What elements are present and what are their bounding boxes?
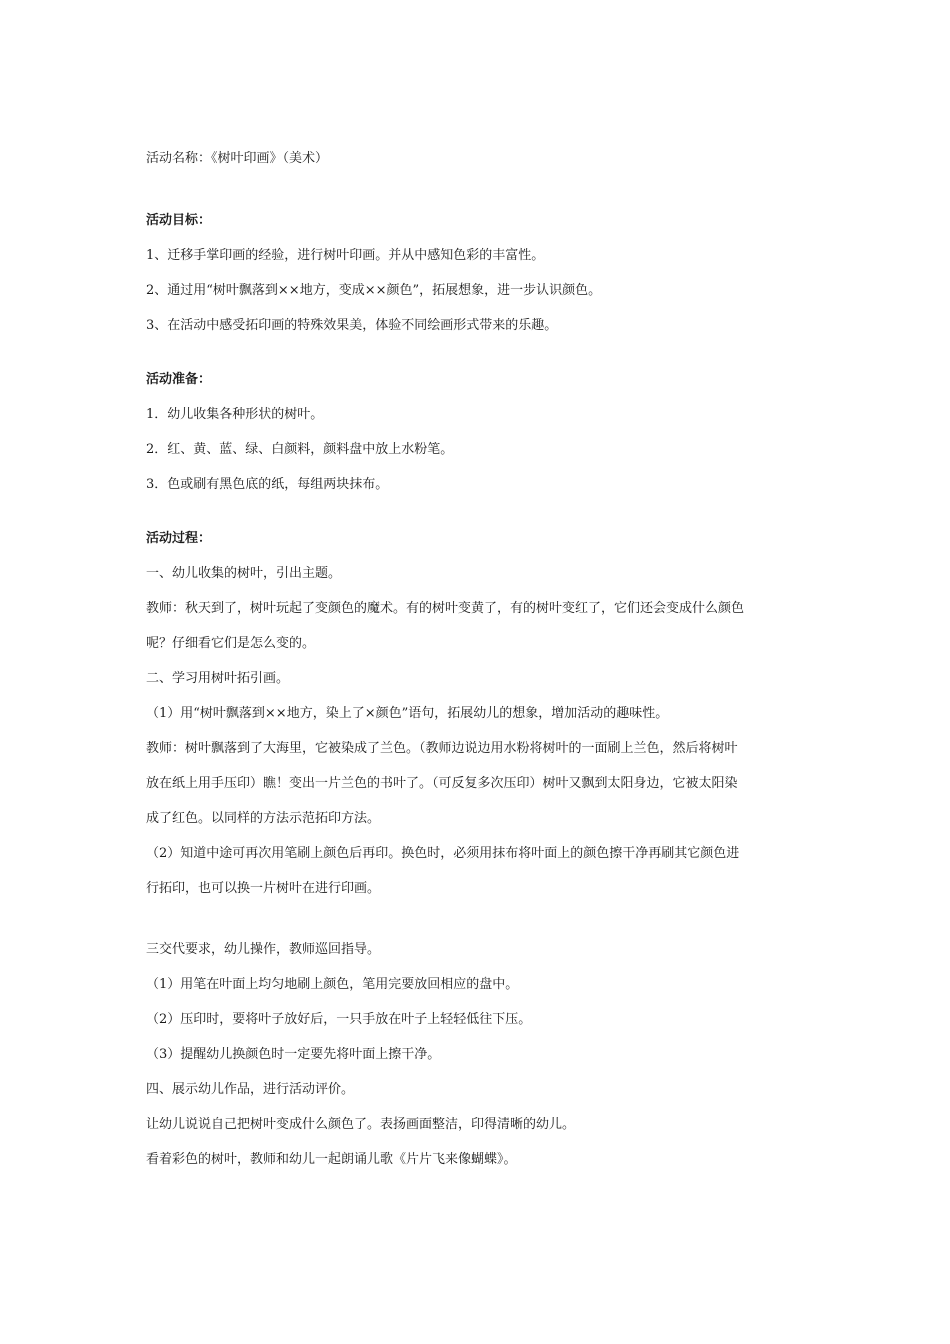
process-line: （3）提醒幼儿换颜色时一定要先将叶面上擦干净。: [146, 1047, 441, 1062]
process-line: （2）知道中途可再次用笔刷上颜色后再印。换色时，必须用抹布将叶面上的颜色擦干净再刷其它颜色进: [146, 846, 740, 861]
preparation-item: 3．色或刷有黑色底的纸，每组两块抹布。: [146, 477, 389, 492]
process-line: 教师：秋天到了，树叶玩起了变颜色的魔术。有的树叶变黄了，有的树叶变红了，它们还会变成什么颜色: [146, 601, 745, 616]
goal-item: 3、在活动中感受拓印画的特殊效果美，体验不同绘画形式带来的乐趣。: [146, 318, 558, 333]
process-line: 放在纸上用手压印）瞧！变出一片兰色的书叶了。（可反复多次压印）树叶又飘到太阳身边，它被太阳染: [146, 776, 738, 791]
process-line: （1）用“树叶飘落到××地方，染上了×颜色”语句，拓展幼儿的想象，增加活动的趣味性。: [146, 706, 669, 721]
process-line: 让幼儿说说自己把树叶变成什么颜色了。表扬画面整洁，印得清晰的幼儿。: [146, 1117, 576, 1132]
process-line: 呢？仔细看它们是怎么变的。: [146, 636, 316, 651]
goal-item: 2、通过用“树叶飘落到××地方，变成××颜色”，拓展想象，进一步认识颜色。: [146, 283, 602, 298]
document-body: [146, 143, 816, 1168]
process-line: （1）用笔在叶面上均匀地刷上颜色，笔用完要放回相应的盘中。: [146, 977, 519, 992]
process-line: 成了红色。以同样的方法示范拓印方法。: [146, 811, 381, 826]
process-line: 一、幼儿收集的树叶，引出主题。: [146, 566, 342, 581]
goal-item: 1、迁移手掌印画的经验，进行树叶印画。并从中感知色彩的丰富性。: [146, 248, 545, 263]
process-line: 看着彩色的树叶，教师和幼儿一起朗诵儿歌《片片飞来像蝴蝶》。: [146, 1152, 517, 1167]
process-line: 四、展示幼儿作品，进行活动评价。: [146, 1082, 355, 1097]
process-heading: 活动过程：: [146, 531, 212, 546]
preparation-heading: 活动准备：: [146, 372, 212, 387]
preparation-item: 2．红、黄、蓝、绿、白颜料，颜料盘中放上水粉笔。: [146, 442, 454, 457]
process-line: 三交代要求，幼儿操作，教师巡回指导。: [146, 942, 381, 957]
preparation-item: 1．幼儿收集各种形状的树叶。: [146, 407, 324, 422]
process-line: 行拓印，也可以换一片树叶在进行印画。: [146, 881, 381, 896]
goals-heading: 活动目标：: [146, 213, 212, 228]
process-line: 二、学习用树叶拓引画。: [146, 671, 290, 686]
process-line: 教师：树叶飘落到了大海里，它被染成了兰色。（教师边说边用水粉将树叶的一面刷上兰色，然后将树叶: [146, 741, 738, 756]
activity-name: 活动名称：《树叶印画》（美术）: [146, 151, 329, 166]
process-line: （2）压印时，要将叶子放好后，一只手放在叶子上轻轻低往下压。: [146, 1012, 532, 1027]
